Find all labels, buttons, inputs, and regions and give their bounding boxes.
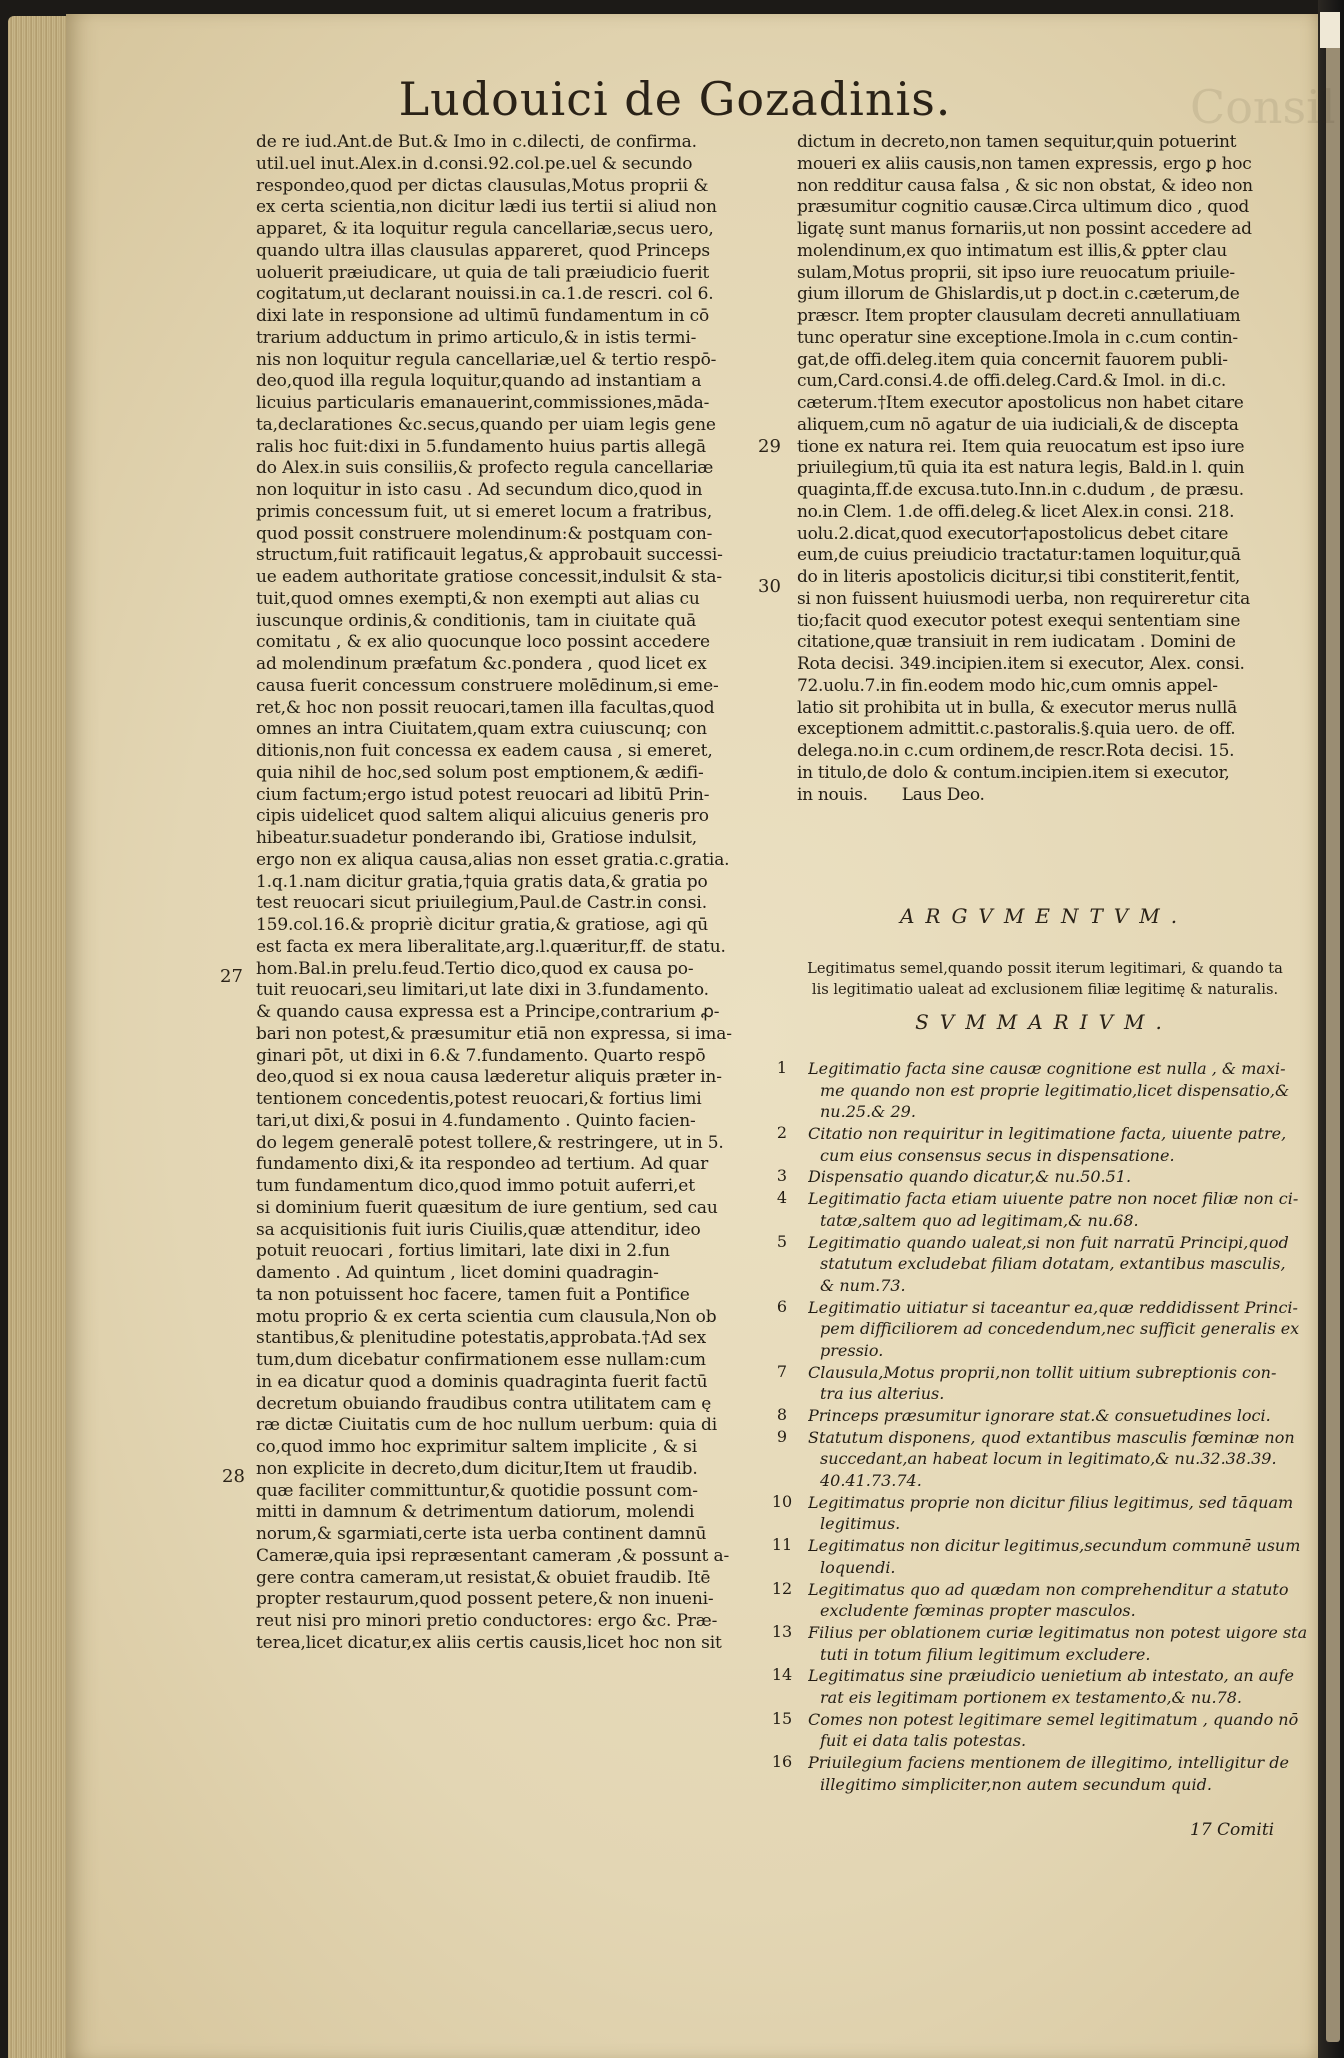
text-line: structum,fuit ratificauit legatus,& approbauit successi-: [256, 545, 723, 566]
summary-item-number: 15: [771, 1708, 793, 1728]
text-line: quaginta,ff.de excusa.tuto.Inn.in c.dudum , de præsu.: [797, 480, 1244, 500]
text-line: 1.q.1.nam dicitur gratia,†quia gratis data,& gratia po: [256, 871, 708, 892]
summary-item-line: Legitimatio uitiatur si taceantur ea,quæ reddidissent Princi-: [808, 1297, 1298, 1317]
summary-item-line: 40.41.73.74.: [820, 1471, 922, 1491]
text-line: ditionis,non fuit concessa ex eadem causa , si emeret,: [256, 741, 713, 761]
text-line: ligatę sunt manus fornariis,ut non possint accedere ad: [797, 219, 1252, 239]
summary-item: [768, 1297, 1308, 1362]
text-line: cæterum.†Item executor apostolicus non habet citare: [797, 393, 1244, 413]
text-line: Rota decisi. 349.incipien.item si executor, Alex. consi.: [797, 654, 1245, 674]
text-line: in titulo,de dolo & contum.incipien.item si executor,: [797, 762, 1230, 783]
summary-item-line: Legitimatio facta sine causæ cognitione est nulla , & maxi-: [808, 1059, 1286, 1078]
text-line: util.uel inut.Alex.in d.consi.92.col.pe.uel & secundo: [256, 153, 693, 174]
summary-item-line: illegitimo simpliciter,non autem secundum quid.: [820, 1774, 1212, 1794]
summary-item-number: 11: [771, 1535, 793, 1555]
text-line: iuscunque ordinis,& conditionis, tam in ciuitate quā: [256, 610, 697, 631]
summary-item-line: tatæ,saltem quo ad legitimam,& nu.68.: [820, 1210, 1139, 1230]
summary-item-number: 3: [776, 1166, 788, 1186]
summary-item-number: 9: [776, 1426, 788, 1446]
summary-item-line: fuit ei data talis potestas.: [820, 1731, 1027, 1751]
summary-item-line: pressio.: [820, 1340, 884, 1360]
summary-item: [768, 1492, 1308, 1535]
text-line: gat,de offi.deleg.item quia concernit fauorem publi-: [797, 349, 1228, 370]
text-line: potuit reuocari , fortius limitari, late dixi in 2.fun: [256, 1241, 670, 1262]
text-line: mitti in damnum & detrimentum datiorum, molendi: [256, 1502, 695, 1523]
running-head: Ludouici de Gozadinis.: [398, 72, 952, 126]
text-line: est facta ex mera liberalitate,arg.l.quæritur,ff. de statu.: [256, 936, 726, 957]
text-line: damento . Ad quintum , licet domini quadragin-: [256, 1263, 659, 1283]
text-line: ergo non ex aliqua causa,alias non esset gratia.c.gratia.: [256, 849, 730, 870]
text-line: uolu.2.dicat,quod executor†apostolicus debet citare: [797, 523, 1229, 544]
summary-item-number: 14: [771, 1665, 793, 1685]
text-line: comitatu , & ex alio quocunque loco possint accedere: [256, 632, 710, 653]
text-line: latio sit prohibita ut in bulla, & executor merus nullā: [797, 697, 1237, 718]
text-line: uoluerit præiudicare, ut quia de tali præiudicio fuerit: [256, 262, 710, 283]
text-line: Cameræ,quia ipsi repræsentant cameram ,& possunt a-: [256, 1545, 730, 1566]
text-line: ad molendinum præfatum &c.pondera , quod licet ex: [256, 654, 707, 674]
text-line: citatione,quæ transiuit in rem iudicatam . Domini de: [797, 632, 1236, 653]
text-line: gium illorum de Ghislardis,ut p doct.in c.cæterum,de: [797, 284, 1240, 305]
text-line: ginari pōt, ut dixi in 6.& 7.fundamento. Quarto respō: [256, 1045, 706, 1066]
text-line: gere contra cameram,ut resistat,& obuiet fraudib. Itē: [256, 1567, 711, 1588]
text-line: fundamento dixi,& ita respondeo ad tertium. Ad quar: [256, 1154, 709, 1175]
summary-item: [768, 1232, 1308, 1297]
summary-item-line: legitimus.: [820, 1514, 901, 1534]
text-line: propter restaurum,quod possent petere,& non inueni-: [256, 1589, 714, 1610]
text-line: tum,dum dicebatur confirmationem esse nullam:cum: [256, 1350, 706, 1370]
summary-item-line: Legitimatio quando ualeat,si non fuit narratū Principi,quod: [808, 1232, 1289, 1252]
text-line: non explicite in decreto,dum dicitur,Item ut fraudib.: [256, 1458, 698, 1479]
text-line: primis concessum fuit, ut si emeret locum a fratribus,: [256, 501, 713, 522]
summary-item-line: tuti in totum filium legitimum excludere.: [820, 1644, 1151, 1664]
summary-item: [768, 1579, 1308, 1622]
spine-binding: [1326, 12, 1340, 2042]
margin-number-30: 30: [758, 576, 781, 597]
text-line: reut nisi pro minori pretio conductores: ergo &c. Præ-: [256, 1611, 718, 1631]
closing-text: Laus Deo.: [901, 784, 985, 805]
text-line: & quando causa expressa est a Principe,contrarium ꝓ-: [256, 1002, 720, 1022]
summary-item: [768, 1665, 1308, 1708]
summary-item-number: 4: [776, 1188, 788, 1208]
text-line: non loquitur in isto casu . Ad secundum dico,quod in: [256, 480, 703, 500]
text-line: causa fuerit concessum construere molēdinum,si eme-: [256, 675, 719, 696]
summary-item: [768, 1166, 1308, 1188]
summary-item-line: tra ius alterius.: [820, 1384, 945, 1404]
summary-item-number: 13: [771, 1621, 793, 1641]
text-line: dictum in decreto,non tamen sequitur,quin potuerint: [797, 132, 1237, 152]
text-line: exceptionem admittit.c.pastoralis.§.quia uero. de off.: [797, 719, 1236, 740]
text-line: do legem generalē potest tollere,& restringere, ut in 5.: [256, 1132, 724, 1153]
text-line: tari,ut dixi,& posui in 4.fundamento . Quinto facien-: [256, 1110, 696, 1131]
summary-item-number: 7: [776, 1361, 788, 1381]
summary-item: [768, 1058, 1308, 1123]
summary-item-line: Filius per oblationem curiæ legitimatus non potest uigore sta: [808, 1622, 1308, 1642]
summary-item: [768, 1427, 1308, 1492]
summary-item-line: Citatio non requiritur in legitimatione facta, uiuente patre,: [808, 1124, 1287, 1144]
text-line: præscr. Item propter clausulam decreti annullatiuam: [797, 306, 1241, 326]
text-line: ta non potuissent hoc facere, tamen fuit a Pontifice: [256, 1284, 690, 1305]
text-line: deo,quod si ex noua causa læderetur aliquis præter in-: [256, 1067, 722, 1088]
text-line: si non fuissent huiusmodi uerba, non requireretur cita: [797, 588, 1250, 609]
summary-item-line: nu.25.& 29.: [820, 1102, 916, 1122]
summary-item: [768, 1362, 1308, 1405]
text-line: 159.col.16.& propriè dicitur gratia,& gratiose, agi qū: [256, 915, 709, 935]
text-line: quod possit construere molendinum:& postquam con-: [256, 523, 713, 544]
text-line: eum,de cuius preiudicio tractatur:tamen loquitur,quā: [797, 545, 1241, 566]
margin-number-27: 27: [220, 966, 243, 987]
text-line: terea,licet dicatur,ex aliis certis causis,licet hoc non sit: [256, 1632, 722, 1653]
summary-item-number: 16: [771, 1752, 793, 1771]
summary-item-line: statutum excludebat filiam dotatam, extantibus masculis,: [820, 1254, 1286, 1274]
summary-item-number: 10: [771, 1491, 793, 1511]
summarium-heading: SVMMARIVM.: [915, 1010, 1173, 1034]
text-line: tuit,quod omnes exempti,& non exempti aut alias cu: [256, 588, 700, 609]
summary-item-line: Priuilegium faciens mentionem de illegitimo, intelligitur de: [808, 1753, 1289, 1772]
text-line: hibeatur.suadetur ponderando ibi, Gratiose indulsit,: [256, 828, 698, 848]
argumentum-heading: ARGVMENTVM.: [899, 904, 1189, 928]
text-line: co,quod immo hoc exprimitur saltem implicite , & si: [256, 1437, 698, 1457]
summary-item-line: rat eis legitimam portionem ex testamento,& nu.78.: [820, 1687, 1242, 1707]
text-line: stantibus,& plenitudine potestatis,approbata.†Ad sex: [256, 1328, 707, 1349]
text-line: bari non potest,& præsumitur etiā non expressa, si ima-: [256, 1023, 732, 1044]
summary-item-line: Statutum disponens, quod extantibus masculis fœminæ non: [808, 1427, 1295, 1447]
summary-item: [768, 1405, 1308, 1427]
text-line: 72.uolu.7.in fin.eodem modo hic,cum omnis appel-: [797, 675, 1218, 696]
text-line: respondeo,quod per dictas clausulas,Motus proprii &: [256, 175, 709, 196]
text-line: quia nihil de hoc,sed solum post emptionem,& ædifi-: [256, 762, 704, 783]
text-line: ræ dictæ Ciuitatis cum de hoc nullum uerbum: quia di: [256, 1415, 717, 1436]
summary-item-number: 6: [776, 1296, 788, 1316]
text-line: no.in Clem. 1.de offi.deleg.& licet Alex.in consi. 218.: [797, 501, 1235, 522]
summary-item-line: Legitimatus non dicitur legitimus,secundum communē usum: [808, 1536, 1301, 1556]
text-line: ex certa scientia,non dicitur lædi ius tertii si aliud non: [256, 197, 717, 218]
text-line: norum,& sgarmiati,certe ista uerba continent damnū: [256, 1524, 707, 1544]
text-line: tum fundamentum dico,quod immo potuit auferri,et: [256, 1176, 695, 1196]
summary-item-line: Clausula,Motus proprii,non tollit uitium subreptionis con-: [808, 1362, 1277, 1382]
text-line: in nouis.: [797, 784, 868, 805]
text-line: præsumitur cognitio causæ.Circa ultimum dico , quod: [797, 197, 1249, 218]
text-line: do Alex.in suis consiliis,& profecto regula cancellariæ: [256, 458, 714, 479]
text-line: deo,quod illa regula loquitur,quando ad instantiam a: [256, 371, 702, 392]
summary-item-line: excludente fœminas propter masculos.: [820, 1601, 1136, 1621]
book-spine-strip: [1318, 0, 1344, 2058]
text-line: in ea dicatur quod a dominis quadraginta fuerit factū: [256, 1371, 708, 1392]
summary-item-line: Dispensatio quando dicatur,& nu.50.51.: [808, 1167, 1132, 1187]
summary-item-line: loquendi.: [820, 1557, 896, 1577]
summary-item-line: Legitimatus quo ad quædam non comprehenditur a statuto: [808, 1579, 1289, 1599]
summary-item-line: Princeps præsumitur ignorare stat.& consuetudines loci.: [808, 1406, 1271, 1425]
text-line: do in literis apostolicis dicitur,si tibi constiterit,fentit,: [797, 567, 1240, 587]
text-line: sa acquisitionis fuit iuris Ciuilis,quæ attenditur, ideo: [256, 1219, 701, 1240]
summary-item-line: me quando non est proprie legitimatio,licet dispensatio,&: [820, 1080, 1290, 1100]
summary-item: [768, 1123, 1308, 1166]
text-line: quæ faciliter committuntur,& quotidie possunt com-: [256, 1480, 698, 1501]
text-line: non redditur causa falsa , & sic non obstat, & ideo non: [797, 175, 1253, 196]
summary-item-line: Legitimatio facta etiam uiuente patre non nocet filiæ non ci-: [808, 1189, 1299, 1209]
text-line: cium factum;ergo istud potest reuocari ad libitū Prin-: [256, 784, 710, 805]
text-line: apparet, & ita loquitur regula cancellariæ,secus uero,: [256, 219, 714, 239]
summary-item-number: 2: [776, 1123, 788, 1143]
page-tab: [1320, 12, 1340, 48]
summary-item-number: 8: [776, 1405, 788, 1424]
summary-item: [768, 1752, 1308, 1795]
summary-item-line: Legitimatus sine præiudicio uenietium ab intestato, an aufe: [808, 1666, 1294, 1686]
bleed-through-text: Consil: [1190, 80, 1336, 134]
catchword: 17 Comiti: [1190, 1820, 1275, 1840]
text-line: ta,declarationes &c.secus,quando per uiam legis gene: [256, 414, 716, 435]
margin-number-28: 28: [222, 1466, 245, 1487]
text-line: delega.no.in c.cum ordinem,de rescr.Rota decisi. 15.: [797, 741, 1235, 761]
argumentum-line: lis legitimatio ualeat ad exclusionem filiæ legitimę & naturalis.: [811, 981, 1279, 998]
text-line: nis non loquitur regula cancellariæ,uel & tertio respō-: [256, 349, 717, 370]
final-row: [797, 785, 1289, 807]
summary-item-line: pem difficiliorem ad concedendum,nec sufficit generalis ex: [820, 1319, 1300, 1339]
left-column: [256, 132, 778, 1982]
text-line: test reuocari sicut priuilegium,Paul.de Castr.in consi.: [256, 893, 707, 914]
text-line: priuilegium,tū quia ita est natura legis, Bald.in l. quin: [797, 458, 1245, 479]
text-line: motu proprio & ex certa scientia cum clausula,Non ob: [256, 1306, 717, 1327]
summary-item: [768, 1709, 1308, 1752]
text-line: tuit reuocari,seu limitari,ut late dixi in 3.fundamento.: [256, 980, 709, 1001]
summary-item-line: cum eius consensus secus in dispensatione.: [820, 1145, 1175, 1165]
text-line: moueri ex aliis causis,non tamen expressis, ergo ꝑ hoc: [797, 153, 1252, 174]
margin-number-29: 29: [758, 436, 781, 457]
summary-item: [768, 1188, 1308, 1231]
summary-item: [768, 1535, 1308, 1578]
summary-item-number: 12: [771, 1578, 793, 1598]
text-line: tentionem concedentis,potest reuocari,& fortius limi: [256, 1089, 702, 1109]
text-line: omnes an intra Ciuitatem,quam extra cuiuscunq; con: [256, 719, 707, 740]
text-line: cogitatum,ut declarant nouissi.in ca.1.de rescri. col 6.: [256, 284, 714, 305]
text-line: sulam,Motus proprii, sit ipso iure reuocatum priuile-: [797, 262, 1235, 283]
text-line: tunc operatur sine exceptione.Imola in c.cum contin-: [797, 327, 1238, 348]
argumentum-text: [800, 958, 1290, 1000]
text-line: tione ex natura rei. Item quia reuocatum est ipso iure: [797, 436, 1245, 457]
text-line: ralis hoc fuit:dixi in 5.fundamento huius partis allegā: [256, 436, 706, 457]
text-line: tio;facit quod executor potest exequi sententiam sine: [797, 610, 1241, 631]
text-line: hom.Bal.in prelu.feud.Tertio dico,quod ex causa po-: [256, 958, 694, 979]
summary-item-line: Comes non potest legitimare semel legitimatum , quando nō: [808, 1709, 1299, 1729]
text-line: aliquem,cum nō agatur de uia iudiciali,& de discepta: [797, 414, 1239, 435]
summary-item-number: 1: [776, 1058, 788, 1077]
text-line: molendinum,ex quo intimatum est illis,& ꝑpter clau: [797, 240, 1227, 261]
text-line: decretum obuiando fraudibus contra utilitatem cam ę: [256, 1393, 712, 1414]
summary-item: [768, 1622, 1308, 1665]
summary-item-line: succedant,an habeat locum in legitimato,& nu.32.38.39.: [820, 1449, 1277, 1469]
text-line: ue eadem authoritate gratiose concessit,indulsit & sta-: [256, 567, 723, 587]
text-line: dixi late in responsione ad ultimū fundamentum in cō: [256, 306, 710, 326]
text-line: trarium adductum in primo articulo,& in istis termi-: [256, 327, 697, 348]
text-line: licuius particularis emanauerint,commissiones,māda-: [256, 393, 710, 413]
text-line: cipis uidelicet quod saltem aliqui alicuius generis pro: [256, 806, 709, 827]
summary-item-line: Legitimatus proprie non dicitur filius legitimus, sed tāquam: [808, 1492, 1294, 1512]
summarium-list: [768, 1058, 1308, 1795]
text-line: ret,& hoc non possit reuocari,tamen illa facultas,quod: [256, 697, 715, 718]
summary-item-number: 5: [776, 1231, 788, 1251]
text-line: cum,Card.consi.4.de offi.deleg.Card.& Imol. in di.c.: [797, 371, 1227, 392]
text-line: si dominium fuerit quæsitum de iure gentium, sed cau: [256, 1197, 718, 1218]
text-line: de re iud.Ant.de But.& Imo in c.dilecti, de confirma.: [256, 132, 697, 152]
summary-item-line: & num.73.: [820, 1275, 906, 1295]
argumentum-line: Legitimatus semel,quando possit iterum legitimari, & quando ta: [807, 960, 1283, 977]
text-line: quando ultra illas clausulas appareret, quod Princeps: [256, 240, 710, 261]
